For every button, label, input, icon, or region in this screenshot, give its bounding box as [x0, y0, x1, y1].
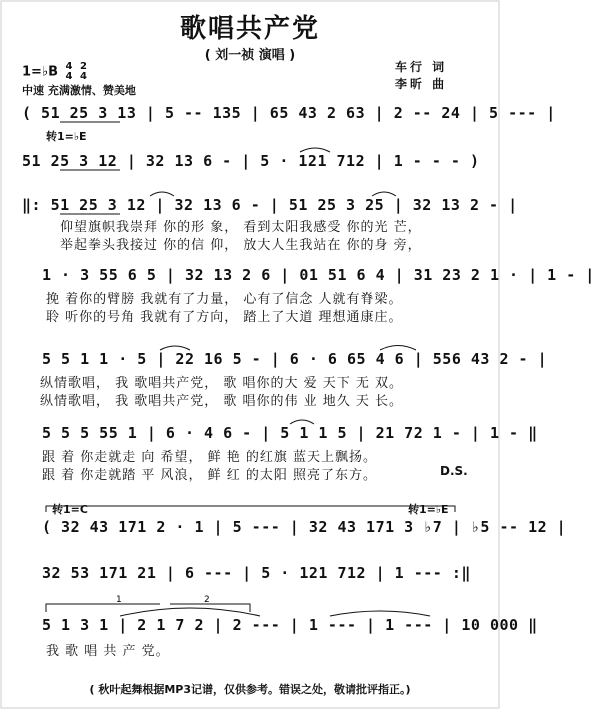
lyric-row-9: 我 歌 唱 共 产 党。	[46, 644, 170, 659]
key-change-marker: 转1=♭E	[46, 130, 87, 143]
notes-row-9: 5 1 3 1 | 2 1 7 2 | 2 --- | 1 --- | 1 --- | 10 000 ‖	[42, 616, 538, 634]
lyric-row-4a: 挽 着你的臂膀 我就有了力量， 心有了信念 人就有脊梁。	[46, 292, 403, 307]
transcription-note: ( 秋叶起舞根据MP3记谱，仅供参考。错误之处，敬请批评指正。)	[89, 683, 411, 696]
notes-row-5: 5 5 1 1 · 5 | 22 16 5 - | 6 · 6 65 4 6 | 556 43 2 - |	[42, 350, 548, 368]
lyric-row-3b: 举起拳头我接过 你的信 仰， 放大人生我站在 你的身 旁，	[60, 238, 422, 253]
key-change-c: 转1=C	[52, 503, 88, 516]
notes-row-1: ( 51 25 3 13 | 5 -- 135 | 65 43 2 63 | 2 -- 24 | 5 --- |	[22, 104, 556, 122]
svg-text:1: 1	[116, 595, 122, 605]
lyric-row-4b: 聆 听你的号角 我就有了方向， 踏上了大道 理想通康庄。	[46, 310, 403, 325]
notes-row-2: 51 25 3 12 | 32 13 6 - | 5 · 121 712 | 1 - - - )	[22, 152, 480, 170]
lyricist-credit: 车行 词	[395, 60, 448, 74]
singer-line: ( 刘一祯 演唱 )	[204, 48, 296, 63]
notes-row-4: 1 · 3 55 6 5 | 32 13 2 6 | 01 51 6 4 | 31 23 2 1 · | 1 - |	[42, 266, 595, 284]
lyric-row-5a: 纵情歌唱， 我 歌唱共产党， 歌 唱你的大 爱 天下 无 双。	[40, 376, 404, 391]
notes-row-3: ‖: 51 25 3 12 | 32 13 6 - | 51 25 3 25 | 32 13 2 - |	[22, 196, 518, 214]
dal-segno-marker: D.S.	[440, 464, 468, 478]
key-signature	[22, 62, 87, 82]
notes-row-6: 5 5 5 55 1 | 6 · 4 6 - | 5 1 1 5 | 21 72 1 - | 1 - ‖	[42, 424, 538, 442]
song-title: 歌唱共产党	[179, 14, 320, 44]
key-change-eb: 转1=♭E	[408, 503, 449, 516]
tempo-marking: 中速 充满激情、赞美地	[22, 84, 136, 97]
notes-row-7: ( 32 43 171 2 · 1 | 5 --- | 32 43 171 3 ♭7 | ♭5 -- 12 |	[42, 518, 567, 536]
lyric-row-6a: 跟 着 你走就走 向 希望， 鲜 艳 的红旗 蓝天上飘扬。	[42, 450, 378, 465]
meter-b: 2 4	[80, 61, 87, 82]
composer-credit: 李昕 曲	[395, 77, 448, 91]
meter-a: 4 4	[65, 61, 73, 82]
lyric-row-3a: 仰望旗帜我崇拜 你的形 象， 看到太阳我感受 你的光 芒，	[60, 220, 422, 235]
lyric-row-5b: 纵情歌唱， 我 歌唱共产党， 歌 唱你的伟 业 地久 天 长。	[40, 394, 404, 409]
svg-text:2: 2	[204, 595, 210, 605]
notes-row-8: 32 53 171 21 | 6 --- | 5 · 121 712 | 1 --- :‖	[42, 564, 471, 582]
lyric-row-6b: 跟 着 你走就踏 平 风浪， 鲜 红 的太阳 照亮了东方。	[42, 468, 378, 483]
key-text: 1=♭B	[22, 64, 58, 80]
